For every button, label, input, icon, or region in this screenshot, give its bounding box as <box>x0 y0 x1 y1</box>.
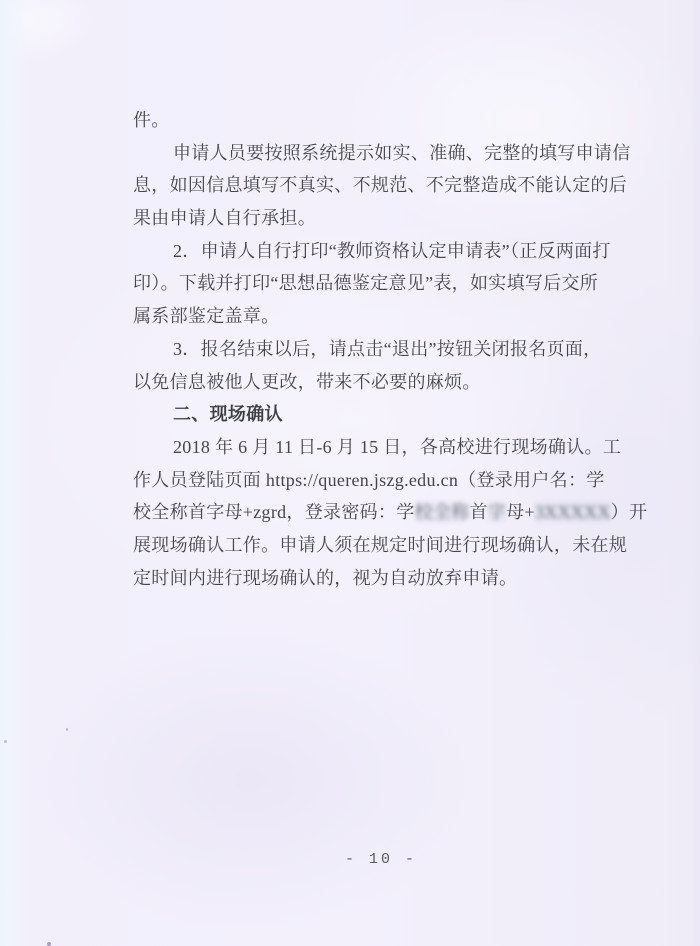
text-line <box>133 333 629 366</box>
page-number: - 10 - <box>344 851 417 868</box>
text-segment: 定时间内进行现场确认的，视为自动放弃申请。 <box>133 567 518 588</box>
scan-speck <box>66 728 68 731</box>
scan-speck <box>4 740 7 743</box>
scan-left-edge <box>0 0 26 946</box>
text-line <box>133 235 629 268</box>
text-segment: 件。 <box>133 110 170 130</box>
text-segment: 以免信息被他人更改，带来不必要的麻烦。 <box>133 371 481 392</box>
text-segment: 展现场确认工作。申请人须在规定时间进行现场确认，未在规 <box>133 534 628 555</box>
text-line <box>133 464 629 497</box>
text-line <box>133 202 629 235</box>
text-segment: 果由申请人自行承担。 <box>133 208 316 229</box>
text-line <box>133 529 629 562</box>
scan-speck <box>47 942 51 946</box>
text-segment: 校全称首字母+zgrd，登录密码：学 <box>133 502 415 523</box>
text-line <box>133 137 629 170</box>
text-segment: ）开 <box>610 502 648 523</box>
text-segment: 申请人员要按照系统提示如实、准确、完整的填写申请信 <box>173 142 631 163</box>
text-line <box>133 496 648 529</box>
text-line <box>133 366 629 399</box>
text-segment: 2018 年 6 月 11 日-6 月 15 日，各高校进行现场确认。工 <box>173 436 622 457</box>
text-segment: 2．申请人自行打印“教师资格认定申请表”（正反两面打 <box>173 240 611 261</box>
redacted-text: 3XXXXX <box>534 502 611 523</box>
text-line <box>133 104 629 137</box>
document-text-block <box>133 104 648 594</box>
text-segment: 3．报名结束以后，请点击“退出”按钮关闭报名页面， <box>173 338 602 359</box>
text-segment: 属系部鉴定盖章。 <box>133 306 280 327</box>
text-segment: 印）。下载并打印“思想品德鉴定意见”表，如实填写后交所 <box>133 273 599 294</box>
text-line <box>133 267 629 300</box>
text-segment: 二、现场确认 <box>173 404 283 425</box>
text-segment: 母+ <box>506 502 535 523</box>
text-segment: 息，如因信息填写不真实、不规范、不完整造成不能认定的后 <box>133 175 628 196</box>
text-line <box>133 169 629 202</box>
redacted-text: 字 <box>487 502 507 523</box>
section-heading <box>133 398 629 431</box>
redacted-text: 校全称 <box>414 502 470 523</box>
text-line <box>133 300 629 333</box>
text-line <box>133 431 629 464</box>
scan-right-edge <box>690 0 700 946</box>
text-line <box>133 562 629 595</box>
text-segment: 首 <box>469 502 488 523</box>
text-segment: 作人员登陆页面 https://queren.jszg.edu.cn（登录用户名：学 <box>133 469 605 490</box>
